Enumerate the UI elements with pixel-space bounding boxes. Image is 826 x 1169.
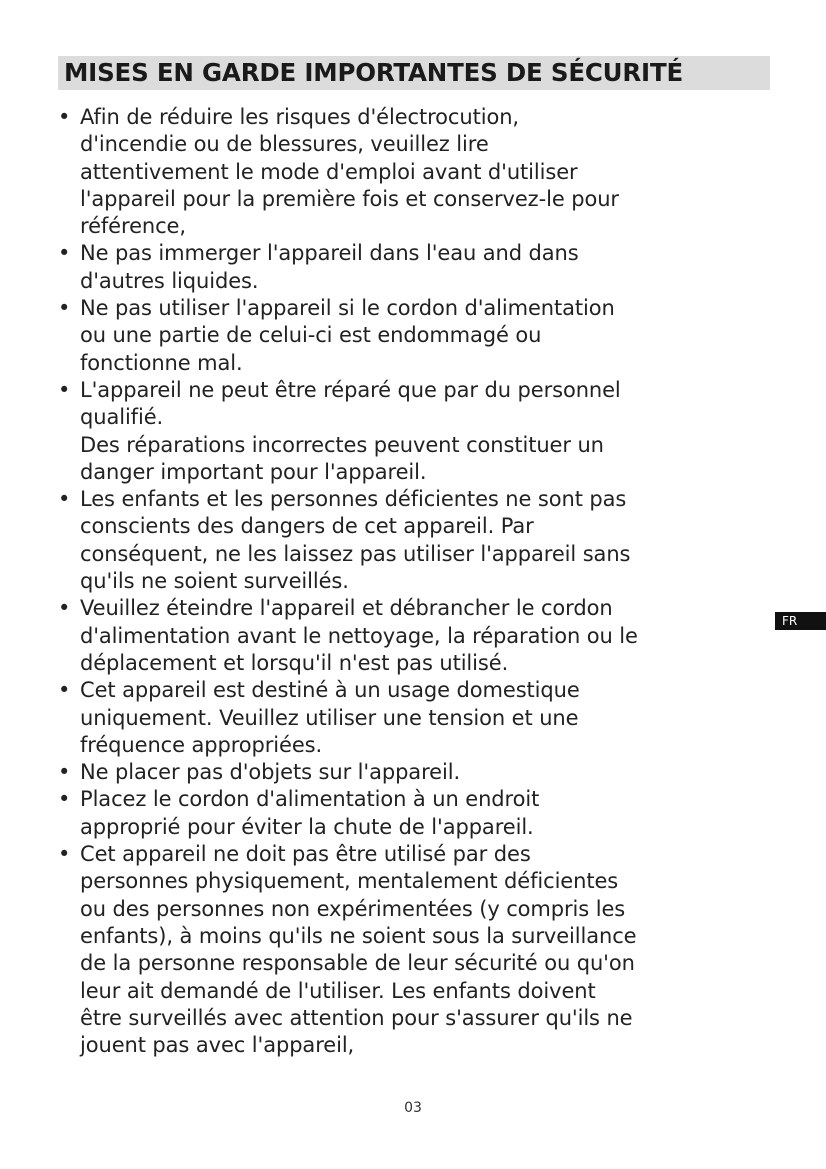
warning-line: uniquement. Veuillez utiliser une tension et une bbox=[80, 705, 579, 730]
warning-item-5 bbox=[56, 486, 772, 595]
warning-line: l'appareil pour la première fois et conservez-le pour bbox=[80, 186, 619, 211]
warning-item-8 bbox=[56, 759, 772, 786]
warning-line: référence, bbox=[80, 214, 186, 239]
warning-line: danger important pour l'appareil. bbox=[80, 459, 427, 484]
warning-line: fonctionne mal. bbox=[80, 350, 243, 375]
warning-line: • Les enfants et les personnes déficientes ne sont pas bbox=[80, 487, 627, 512]
warning-item-2 bbox=[56, 240, 772, 295]
warning-line: approprié pour éviter la chute de l'appareil. bbox=[80, 814, 534, 839]
warning-item-10 bbox=[56, 841, 772, 1059]
warning-line: • Placez le cordon d'alimentation à un endroit bbox=[80, 787, 540, 812]
warning-line: personnes physiquement, mentalement déficientes bbox=[80, 869, 619, 894]
warning-item-4 bbox=[56, 377, 772, 486]
warning-line: Des réparations incorrectes peuvent constituer un bbox=[80, 432, 604, 457]
warning-item-9 bbox=[56, 786, 772, 841]
warning-line: qualifié. bbox=[80, 405, 164, 430]
warning-line: • Cet appareil est destiné à un usage domestique bbox=[80, 678, 580, 703]
warning-item-6 bbox=[56, 595, 772, 677]
warning-item-1 bbox=[56, 104, 772, 240]
warning-line: jouent pas avec l'appareil, bbox=[80, 1033, 355, 1058]
page-title: MISES EN GARDE IMPORTANTES DE SÉCURITÉ bbox=[64, 58, 683, 87]
safety-warnings-list bbox=[56, 104, 772, 1059]
warning-line: • Ne pas immerger l'appareil dans l'eau and dans bbox=[80, 241, 579, 266]
warning-line: qu'ils ne soient surveillés. bbox=[80, 569, 349, 594]
warning-line: leur ait demandé de l'utiliser. Les enfants doivent bbox=[80, 978, 596, 1003]
warning-line: être surveillés avec attention pour s'assurer qu'ils ne bbox=[80, 1005, 633, 1030]
warning-line: ou des personnes non expérimentées (y compris les bbox=[80, 896, 626, 921]
warning-line: de la personne responsable de leur sécurité ou qu'on bbox=[80, 951, 635, 976]
warning-line: d'incendie ou de blessures, veuillez lire bbox=[80, 132, 489, 157]
warning-line: ou une partie de celui-ci est endommagé ou bbox=[80, 323, 542, 348]
warning-line: d'autres liquides. bbox=[80, 268, 259, 293]
warning-line: • Ne placer pas d'objets sur l'appareil. bbox=[80, 760, 461, 785]
warning-line: • Cet appareil ne doit pas être utilisé par des bbox=[80, 842, 531, 867]
warning-line: • Veuillez éteindre l'appareil et débrancher le cordon bbox=[80, 596, 613, 621]
warning-line: fréquence appropriées. bbox=[80, 732, 323, 757]
warning-line: d'alimentation avant le nettoyage, la réparation ou le bbox=[80, 623, 638, 648]
warning-line: conséquent, ne les laissez pas utiliser l'appareil sans bbox=[80, 541, 631, 566]
warning-item-7 bbox=[56, 677, 772, 759]
warning-line: déplacement et lorsqu'il n'est pas utilisé. bbox=[80, 650, 509, 675]
warning-item-3 bbox=[56, 295, 772, 377]
warning-line: • L'appareil ne peut être réparé que par du personnel bbox=[80, 377, 621, 402]
warning-line: • Afin de réduire les risques d'électrocution, bbox=[80, 105, 519, 129]
page-number: 03 bbox=[404, 1100, 422, 1116]
warning-line: enfants), à moins qu'ils ne soient sous la surveillance bbox=[80, 923, 637, 948]
warning-line: attentivement le mode d'emploi avant d'utiliser bbox=[80, 159, 578, 184]
warning-line: • Ne pas utiliser l'appareil si le cordon d'alimentation bbox=[80, 296, 615, 321]
language-tab: FR bbox=[775, 612, 826, 630]
warning-line: conscients des dangers de cet appareil. Par bbox=[80, 514, 534, 539]
